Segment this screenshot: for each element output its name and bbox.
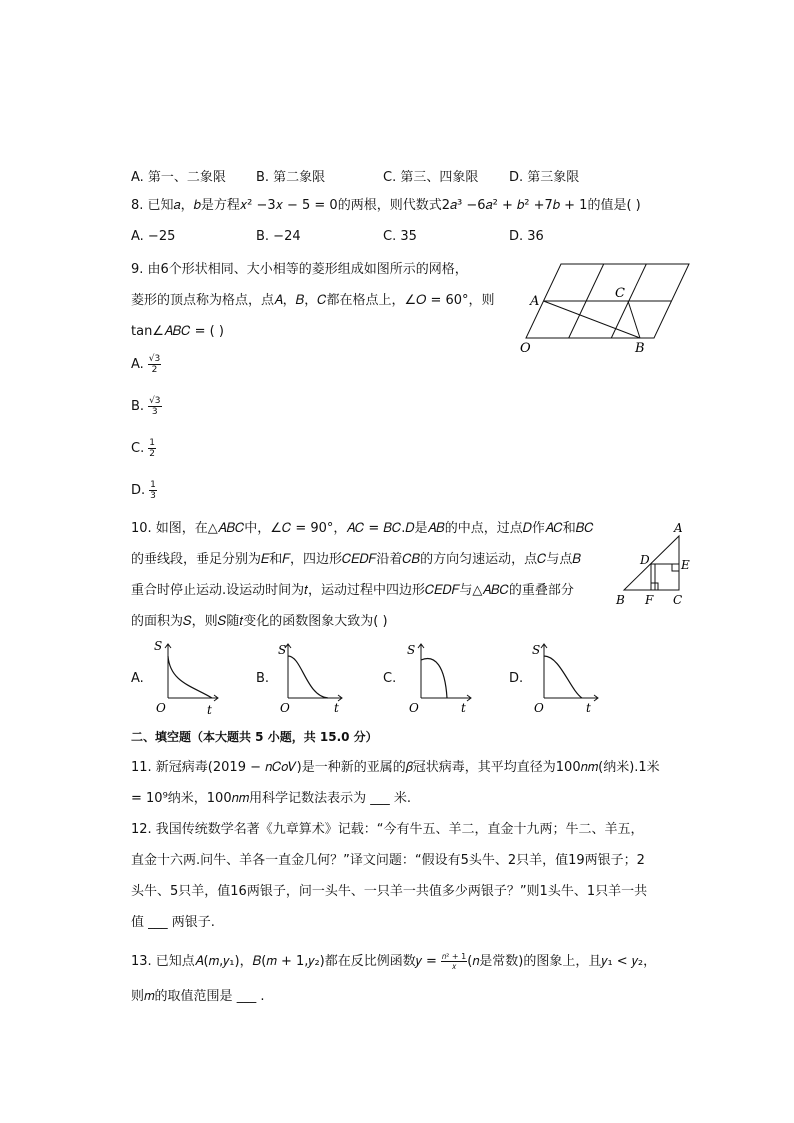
q11-line-1: 11. 新冠病毒(2019 − 𝑛𝐶𝑜𝑉)是一种新的亚属的𝛽冠状病毒，其平均直径为100𝑛𝑚(纳米).1米 xyxy=(131,760,660,775)
q10-label-b: B xyxy=(616,593,625,607)
q12-line-1: 12. 我国传统数学名著《九章算术》记载：“今有牛五、羊二，直金十九两；牛二、羊五， xyxy=(131,822,644,837)
q7-option-d: D. 第三象限 xyxy=(509,170,580,185)
q12-line-4: 值 ___ 两银子. xyxy=(131,915,215,930)
q13-line-1 xyxy=(131,952,656,971)
q10-option-b-graph xyxy=(278,640,348,716)
q9-label-c: C xyxy=(615,286,625,301)
q10-option-a-label: A. xyxy=(131,671,144,686)
q9-line-3: tan∠𝐴𝐵𝐶 = ( ) xyxy=(131,324,224,339)
q10-label-f: F xyxy=(645,593,654,607)
q13-line-2: 则𝑚的取值范围是 ___ . xyxy=(131,989,265,1004)
q10-label-e: E xyxy=(681,558,690,572)
q10-c-t-label: t xyxy=(461,701,466,715)
q8-option-a: A. −25 xyxy=(131,229,176,244)
q7-option-c: C. 第三、四象限 xyxy=(383,170,479,185)
q9-label-o: O xyxy=(520,341,531,356)
q10-d-s-label: S xyxy=(532,643,541,657)
q10-b-o-label: O xyxy=(280,701,290,715)
q9-label-b: B xyxy=(635,341,645,356)
q10-d-t-label: t xyxy=(586,701,591,715)
q7-option-b: B. 第二象限 xyxy=(256,170,326,185)
q10-b-s-label: S xyxy=(278,643,287,657)
q9-line-2: 菱形的顶点称为格点，点𝐴，𝐵，𝐶都在格点上，∠𝑂 = 60°，则 xyxy=(131,293,495,308)
q9-label-a: A xyxy=(530,294,540,309)
q13-pre: 13. 已知点𝐴(𝑚,𝑦₁)，𝐵(𝑚 + 1,𝑦₂)都在反比例函数𝑦 = xyxy=(131,954,437,969)
q10-a-s-label: S xyxy=(154,640,163,653)
q10-option-d-graph xyxy=(530,640,602,716)
q9-rhombus-grid-figure xyxy=(516,258,696,358)
q13-post: (𝑛是常数)的图象上，且𝑦₁ < 𝑦₂， xyxy=(467,954,657,969)
q10-c-s-label: S xyxy=(407,643,416,657)
q10-line-1: 10. 如图，在△𝐴𝐵𝐶中，∠𝐶 = 90°，𝐴𝐶 = 𝐵𝐶.𝐷是𝐴𝐵的中点，过点𝐷作𝐴𝐶和𝐵𝐶 xyxy=(131,521,594,536)
q10-a-t-label: t xyxy=(207,703,212,716)
q11-line-2: = 10⁹纳米，100𝑛𝑚用科学记数法表示为 ___ 米. xyxy=(131,791,412,806)
q8-option-c: C. 35 xyxy=(383,229,417,244)
q9-option-a: A. $\frac{√3}{2}$ xyxy=(131,354,161,375)
q10-line-4: 的面积为𝑆，则𝑆随𝑡变化的函数图象大致为( ) xyxy=(131,614,388,629)
q10-option-b-label: B. xyxy=(256,671,270,686)
section-2-heading: 二、填空题（本大题共 5 小题，共 15.0 分） xyxy=(131,730,378,744)
q9-option-c: C. $\frac{1}{2}$ xyxy=(131,438,155,459)
q10-label-c: C xyxy=(673,593,683,607)
q13-fraction: $\frac{\text{𝑛² + 1}}{\text{𝑥}}$ xyxy=(441,952,467,971)
q10-a-o-label: O xyxy=(156,701,166,715)
q10-b-t-label: t xyxy=(334,701,339,715)
q12-line-3: 头牛、5只羊，值16两银子，问一头牛、一只羊一共值多少两银子？”则1头牛、1只羊一共 xyxy=(131,884,648,899)
q10-option-a-graph xyxy=(152,640,222,716)
q9-option-b: B. $\frac{√3}{3}$ xyxy=(131,396,161,417)
q7-option-a: A. 第一、二象限 xyxy=(131,170,226,185)
q10-triangle-figure xyxy=(612,518,696,610)
q8-stem: 8. 已知𝑎，𝑏是方程𝑥² −3𝑥 − 5 = 0的两根，则代数式2𝑎³ −6𝑎² + 𝑏² +7𝑏 + 1的值是( ) xyxy=(131,198,641,213)
q10-c-o-label: O xyxy=(409,701,419,715)
q8-option-b: B. −24 xyxy=(256,229,301,244)
q8-option-d: D. 36 xyxy=(509,229,544,244)
q9-option-d: D. $\frac{1}{3}$ xyxy=(131,480,156,501)
q10-line-2: 的垂线段，垂足分别为𝐸和𝐹，四边形𝐶𝐸𝐷𝐹沿着𝐶𝐵的方向匀速运动，点𝐶与点𝐵 xyxy=(131,552,582,567)
q10-option-c-graph xyxy=(403,640,475,716)
q9-line-1: 9. 由6个形状相同、大小相等的菱形组成如图所示的网格， xyxy=(131,262,468,277)
q12-line-2: 直金十六两.问牛、羊各一直金几何？”译文问题：“假设有5头牛、2只羊，值19两银子；2 xyxy=(131,853,645,868)
q10-option-c-label: C. xyxy=(383,671,397,686)
q10-label-d: D xyxy=(640,553,650,567)
q10-option-d-label: D. xyxy=(509,671,524,686)
q10-line-3: 重合时停止运动.设运动时间为𝑡，运动过程中四边形𝐶𝐸𝐷𝐹与△𝐴𝐵𝐶的重叠部分 xyxy=(131,583,574,598)
q10-d-o-label: O xyxy=(534,701,544,715)
q10-label-a: A xyxy=(674,521,683,535)
